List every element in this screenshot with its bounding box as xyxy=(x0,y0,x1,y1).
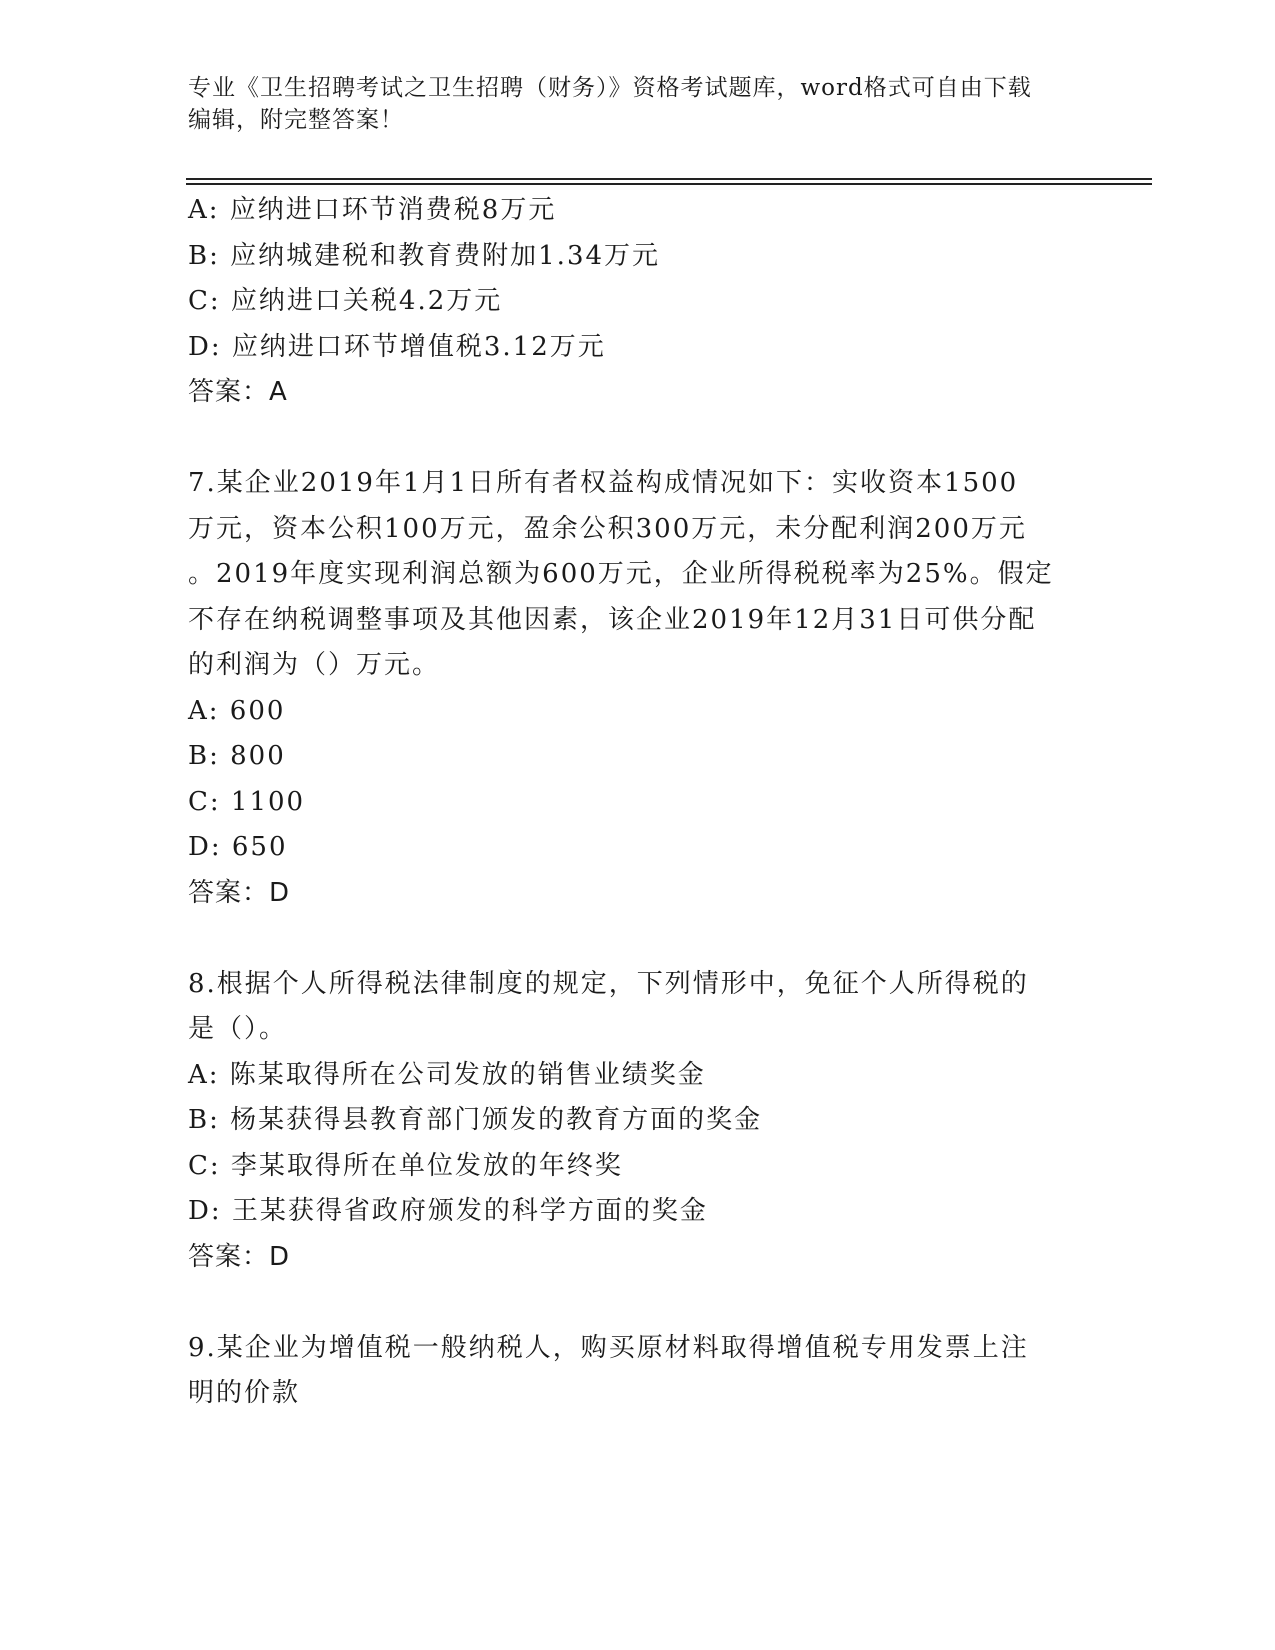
option-d: D: 650 xyxy=(188,832,288,862)
question-text-line: 8.根据个人所得税法律制度的规定，下列情形中，免征个人所得税的 xyxy=(188,968,1029,999)
question-7 xyxy=(188,461,1088,916)
header-divider-top xyxy=(186,178,1152,180)
question-content xyxy=(188,188,1088,1417)
question-6 xyxy=(188,188,1088,416)
answer-label: 答案：A xyxy=(188,377,288,407)
question-text-line: 。2019年度实现利润总额为600万元，企业所得税税率为25%。假定 xyxy=(188,559,1054,589)
option-a: A: 陈某取得所在公司发放的销售业绩奖金 xyxy=(188,1059,706,1090)
question-text-line: 的利润为（）万元。 xyxy=(188,650,441,680)
spacer xyxy=(188,916,1088,962)
option-c: C: 1100 xyxy=(188,786,306,817)
option-d: D: 应纳进口环节增值税3.12万元 xyxy=(188,331,606,362)
question-text-line: 是（）。 xyxy=(188,1014,288,1044)
option-a: A: 应纳进口环节消费税8万元 xyxy=(188,195,557,225)
option-b: B: 800 xyxy=(188,741,286,771)
answer-label: 答案：D xyxy=(188,877,291,908)
question-8 xyxy=(188,962,1088,1281)
option-b: B: 应纳城建税和教育费附加1.34万元 xyxy=(188,240,661,271)
question-text-line: 7.某企业2019年1月1日所有者权益构成情况如下：实收资本1500 xyxy=(188,468,1019,498)
question-text-line: 9.某企业为增值税一般纳税人，购买原材料取得增值税专用发票上注 xyxy=(188,1332,1029,1363)
question-text-line: 万元，资本公积100万元，盈余公积300万元，未分配利润200万元 xyxy=(188,513,1027,544)
header-line-1: 专业《卫生招聘考试之卫生招聘（财务）》资格考试题库，word格式可自由下载 xyxy=(188,75,1032,101)
spacer xyxy=(188,1280,1088,1326)
question-9 xyxy=(188,1326,1088,1417)
option-d: D: 王某获得省政府颁发的科学方面的奖金 xyxy=(188,1196,708,1226)
document-header xyxy=(188,72,1088,136)
question-text-line: 不存在纳税调整事项及其他因素，该企业2019年12月31日可供分配 xyxy=(188,604,1037,635)
spacer xyxy=(188,416,1088,462)
option-a: A: 600 xyxy=(188,695,286,726)
answer-label: 答案：D xyxy=(188,1241,291,1272)
question-text-line: 明的价款 xyxy=(188,1378,301,1408)
option-c: C: 李某取得所在单位发放的年终奖 xyxy=(188,1150,623,1181)
header-divider-bottom xyxy=(186,183,1152,185)
option-c: C: 应纳进口关税4.2万元 xyxy=(188,286,503,316)
header-line-2: 编辑，附完整答案！ xyxy=(188,107,404,133)
option-b: B: 杨某获得县教育部门颁发的教育方面的奖金 xyxy=(188,1105,763,1135)
